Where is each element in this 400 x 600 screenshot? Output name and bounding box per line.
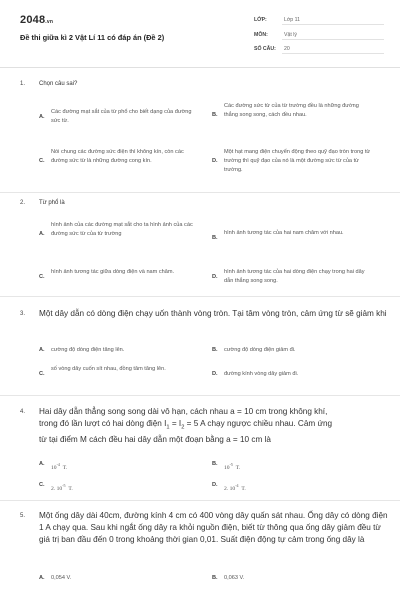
question-number: 2. (20, 200, 26, 206)
question-divider (0, 296, 400, 297)
exam-title: Đề thi giữa kì 2 Vật Lí 11 có đáp án (Đề 2) (20, 33, 165, 42)
question-number: 3. (20, 311, 26, 317)
site-logo[interactable]: 2048.vn (20, 14, 54, 26)
count-label: SỐ CÂU: (254, 46, 276, 52)
question-number: 5. (20, 513, 26, 519)
class-label: LỚP: (254, 17, 267, 23)
question-number: 4. (20, 409, 26, 415)
divider (282, 53, 384, 54)
class-value: Lớp 11 (284, 17, 300, 23)
subject-label: MÔN: (254, 32, 268, 38)
divider (282, 24, 384, 25)
question-text: Chọn câu sai? (39, 81, 78, 87)
question-text: Một ống dây dài 40cm, đường kính 4 cm có 400 vòng dây quấn sát nhau. Ống dây có dòng điện 1 A chạy qua. Sau khi ngắt ống dây ra khỏi nguồn điện, biết từ thông qua ống dây giảm đều từ giá trị ban đầu đến 0 trong khoảng thời gian 0,01. Suất điện động tự cảm trong ống dây là (39, 511, 388, 545)
exam-page: 2048.vn Đề thi giữa kì 2 Vật Lí 11 có đáp án (Đề 2) LỚP: Lớp 11 MÔN: Vật lý SỐ CÂU: 20 1. Chọn câu sai? A. Các đường mạt sắt của từ phổ cho biết dạng của đường sức từ. B. Các đường sức từ của từ trường đều là những đường thẳng song song, cách đều nhau. C. Nói chung các đường sức điện thì không kín, còn các đường sức từ là những đường cong kín. D. Một hạt mang điện chuyển động theo quỹ đạo tròn trong từ trường thì quỹ đạo của nó là một đường sức từ của từ trường. 2. Từ phổ là A. hình ảnh của các đường mạt sắt cho ta hình ảnh của các đường sức từ của từ trường B. hình ảnh tương tác của hai nam châm với nhau. C. hình ảnh tương tác giữa dòng điện và nam châm. D. hình ảnh tương tác của hai dòng điện chạy trong hai dây dẫn thẳng song song. 3. Một dây dẫn có dòng điện chạy uốn thành vòng tròn. Tại tâm vòng tròn, cảm ứng từ sẽ giảm khi A. cường độ dòng điện tăng lên. B. cường độ dòng điện giảm đi. C. số vòng dây cuốn sít nhau, đồng tâm tăng lên. D. đường kính vòng dây giảm đi. 4. Hai dây dẫn thẳng song song dài vô hạn, cách nhau a = 10 cm trong không khí, trong đó lần lượt có hai dòng điện $I_1 = I_2 = 5$ A chạy ngược chiều nhau. Cảm ứng từ tại điểm M cách đều hai dây dẫn một đoạn bằng a = 10 cm là A. $10^{-4}$ T. B. $10^{-5}$ T. C. 2. $10^{-5}$ T. D. 2. $10^{-4}$ T. 5. Một ống dây dài 40cm, đường kính 4 cm có 400 vòng dây quấn sát nhau. Ống dây có dòng điện 1 A chạy qua. Sau khi ngắt ống dây ra khỏi nguồn điện, biết từ thông qua ống dây giảm đều từ giá trị ban đầu đến 0 trong khoảng thời gian 0,01. Suất điện động tự cảm trong ống dây là A. 0,054 V. B. 0,063 V. (0, 0, 400, 600)
question-text: Một dây dẫn có dòng điện chạy uốn thành vòng tròn. Tại tâm vòng tròn, cảm ứng từ sẽ giảm khi (39, 309, 387, 318)
question-text: Từ phổ là (39, 200, 65, 206)
question-text: Hai dây dẫn thẳng song song dài vô hạn, cách nhau a = 10 cm trong không khí, trong đó lần lượt có hai dòng điện $I_1 = I_2 = 5$ A chạy ngược chiều nhau. Cảm ứng từ tại điểm M cách đều hai dây dẫn một đoạn bằng a = 10 cm là (39, 407, 333, 445)
count-value: 20 (284, 46, 290, 52)
question-divider (0, 192, 400, 193)
page-header (0, 0, 400, 66)
question-number: 1. (20, 81, 26, 87)
divider (282, 39, 384, 40)
question-divider (0, 500, 400, 501)
header-divider (0, 67, 400, 68)
subject-value: Vật lý (284, 32, 297, 38)
question-divider (0, 395, 400, 396)
